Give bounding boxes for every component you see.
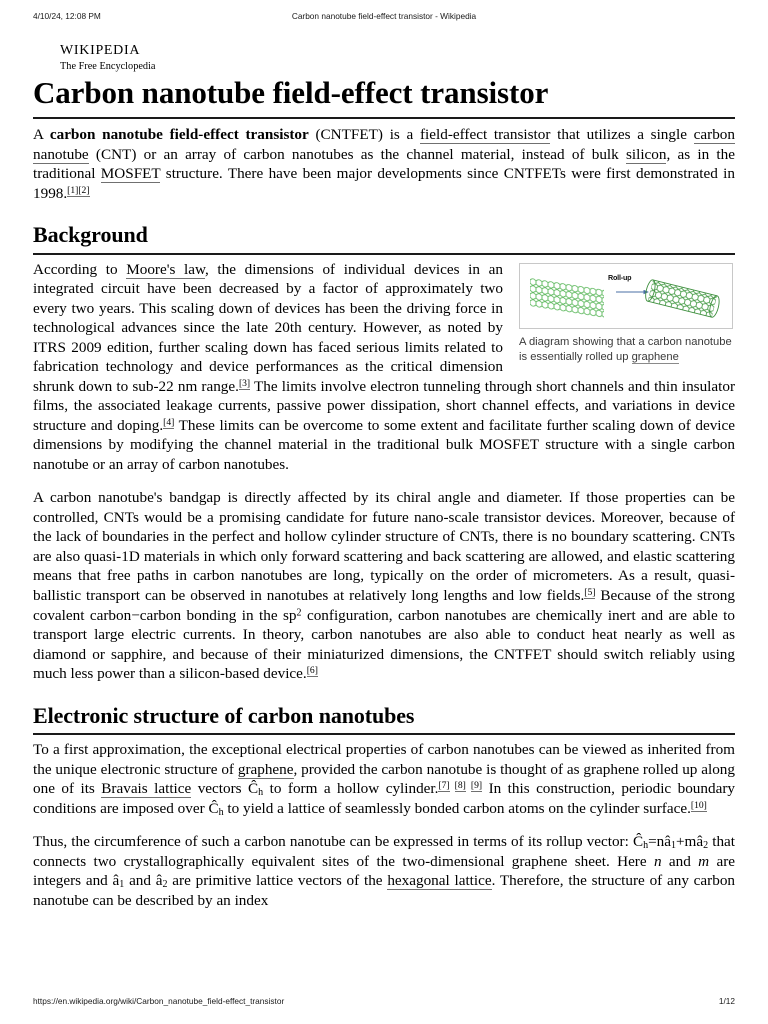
citation-ref-5[interactable]: [5] — [584, 587, 596, 599]
citation-ref-6[interactable]: [6] — [306, 665, 318, 677]
es-p2-text-9: . Therefore, the structure of any carbon nanotube can be described by an index — [33, 872, 736, 909]
section-heading-background: Background — [33, 222, 735, 254]
figure-image-frame[interactable] — [519, 263, 733, 329]
citation-ref-7[interactable]: [7] — [438, 780, 450, 792]
citation-ref-group — [438, 780, 482, 792]
bg-p1-text-1: According to — [33, 260, 127, 278]
es-p2-text-2: =nâ — [648, 833, 671, 851]
lead-text-3: that utilizes a single — [550, 126, 694, 144]
wikipedia-tagline: The Free Encyclopedia — [60, 60, 156, 72]
citation-ref-4[interactable]: [4] — [163, 416, 175, 428]
es-p1-text-3: vectors Ĉ — [191, 780, 259, 798]
es-p1-text-4: to form a hollow cylinder. — [263, 780, 439, 798]
es-p1-text-2: , provided the carbon nanotube is thought of as graphene rolled up along one of its — [33, 760, 735, 798]
chiral-vector-subscript: h — [643, 840, 649, 852]
chiral-vector-subscript: h — [258, 787, 264, 799]
link-mosfet[interactable]: MOSFET — [100, 165, 161, 183]
es-p2-text-5: and — [661, 852, 699, 870]
lead-text-2: (CNTFET) is a — [308, 126, 420, 144]
sp2-exponent: 2 — [296, 607, 302, 619]
print-date: 4/10/24, 12:08 PM — [33, 11, 101, 21]
lattice-vector-subscript-3: 1 — [119, 879, 125, 891]
chiral-vector-subscript: h — [218, 806, 224, 818]
bg-p2-text-2: Because of the strong covalent carbon−carbon bonding in the sp — [33, 587, 735, 624]
citation-ref-group — [584, 587, 595, 599]
citation-ref-group — [691, 800, 707, 812]
es-p1-text-1: To a first approximation, the exceptional electrical properties of carbon nanotubes can be viewed as inherited from the unique electronic structure of — [33, 740, 735, 778]
lead-paragraph — [33, 125, 735, 203]
citation-ref-1[interactable]: [1] — [67, 184, 79, 196]
citation-ref-group — [163, 417, 174, 429]
es-p1-text-6: to yield a lattice of seamlessly bonded carbon atoms on the cylinder surface. — [223, 799, 691, 817]
lattice-vector-subscript-4: 2 — [162, 879, 168, 891]
link-graphene[interactable]: graphene — [237, 760, 294, 778]
lead-text-4: (CNT) or an array of carbon nanotubes as the channel material, instead of bulk — [88, 145, 626, 163]
citation-ref-group — [307, 665, 318, 677]
lead-text-1: A — [33, 126, 50, 144]
citation-ref-group — [239, 378, 250, 390]
link-silicon[interactable]: silicon — [625, 145, 667, 163]
es-p2-text-7: and â — [124, 872, 163, 890]
es-p2-text-8: are primitive lattice vectors of the — [167, 872, 388, 890]
page-title: Carbon nanotube field-effect transistor — [33, 76, 735, 119]
es-p2-text-3: +mâ — [675, 833, 704, 851]
citation-ref-2[interactable]: [2] — [78, 184, 90, 196]
link-moores-law[interactable]: Moore's law — [126, 260, 205, 278]
figure-caption-text: A diagram showing that a carbon nanotube is essentially rolled up — [519, 335, 732, 363]
lead-text-5: , as in the traditional — [33, 145, 735, 183]
es-p2-text-1: Thus, the circumference of such a carbon nanotube can be expressed in terms of its rollup vector: Ĉ — [33, 833, 644, 851]
bg-p1-text-2: , the dimensions of individual devices in an integrated circuit have been decreased by a factor of approximately two every two years. This scaling down of devices has been the driving force in technological advances since the late 20th century. However, as noted by ITRS 2009 edition, further scaling down has faced serious limits related to fabrication technology and device performances as the critical dimension shrunk down to sub-22 nm range. — [33, 260, 503, 395]
lead-text-6: structure. There have been major developments since CNTFETs were first demonstrated in 1998. — [33, 165, 735, 202]
link-field-effect-transistor[interactable]: field-effect transistor — [420, 126, 551, 144]
lattice-vector-subscript-2: 2 — [703, 840, 709, 852]
link-graphene-caption[interactable]: graphene — [631, 350, 679, 363]
citation-ref-10[interactable]: [10] — [690, 799, 707, 811]
citation-ref-3[interactable]: [3] — [238, 377, 251, 389]
link-bravais-lattice[interactable]: Bravais lattice — [101, 780, 192, 798]
link-carbon-nanotube[interactable]: carbon nanotube — [33, 126, 735, 163]
lead-bold-term: carbon nanotube field-effect transistor — [49, 126, 309, 144]
section-heading-electronic-structure: Electronic structure of carbon nanotubes — [33, 703, 735, 735]
background-paragraph-2 — [33, 488, 735, 683]
citation-ref-group — [67, 185, 89, 197]
bg-p2-text-3: configuration, carbon nanotubes are chemically inert and are able to transport large electric currents. In theory, carbon nanotubes are also able to conduct heat nearly as well as diamond or sapphire, and because of their miniaturized dimensions, the CNTFET should switch reliably using much less power than a silicon-based device. — [33, 606, 735, 683]
variable-m: m — [698, 852, 710, 870]
rollup-arrow-label: Roll-up — [608, 272, 632, 282]
article-content — [33, 76, 735, 910]
es-p2-text-6: are integers and â — [33, 852, 736, 890]
wikipedia-logo — [60, 38, 360, 73]
bg-p1-text-3: The limits involve electron tunneling through short channels and thin insulator films, the associated leakage currents, passive power dissipation, short channel effects, and variations in device structure and doping. — [33, 377, 735, 434]
es-p2-text-4: that connects two crystallographically equivalent sites of the two-dimensional graphene sheet. Here — [33, 833, 735, 870]
footer-url: https://en.wikipedia.org/wiki/Carbon_nanotube_field-effect_transistor — [33, 996, 285, 1006]
electronic-structure-paragraph-1 — [33, 740, 735, 818]
bg-p2-text-1: A carbon nanotube's bandgap is directly affected by its chiral angle and diameter. If those properties can be controlled, CNTs would be a promising candidate for future nano-scale transistor devices. Moreover, because of the lack of boundaries in the perfect and hollow cylinder structure of CNTs, there is no boundary scattering. CNTs are also quasi-1D materials in which only forward scattering and back scattering are allowed, and elastic scattering means that free paths in carbon nanotubes are long, typically on the order of micrometers. As a result, quasi-ballistic transport can be observed in nanotubes at relatively long lengths and low fields. — [33, 489, 735, 605]
figure-caption — [519, 335, 735, 365]
figure-graphene-rollup — [519, 263, 735, 365]
print-header — [0, 11, 768, 25]
bg-p1-text-4: These limits can be overcome to some extent and facilitate further scaling down of device dimensions by modifying the channel material in the traditional bulk MOSFET structure with a single carbon nanotube or an array of carbon nanotubes. — [33, 416, 735, 473]
es-p1-text-5: In this construction, periodic boundary conditions are imposed over Ĉ — [33, 780, 735, 817]
wikipedia-wordmark: wikipedia — [60, 37, 141, 59]
variable-n: n — [653, 852, 662, 870]
citation-ref-9[interactable]: [9] — [470, 780, 483, 792]
footer-page-number: 1/12 — [718, 996, 735, 1006]
electronic-structure-paragraph-2 — [33, 832, 735, 910]
print-header-title: Carbon nanotube field-effect transistor - Wikipedia — [291, 11, 477, 21]
citation-ref-8[interactable]: [8] — [454, 780, 466, 792]
lattice-vector-subscript-1: 1 — [670, 840, 676, 852]
link-hexagonal-lattice[interactable]: hexagonal lattice — [387, 872, 492, 890]
